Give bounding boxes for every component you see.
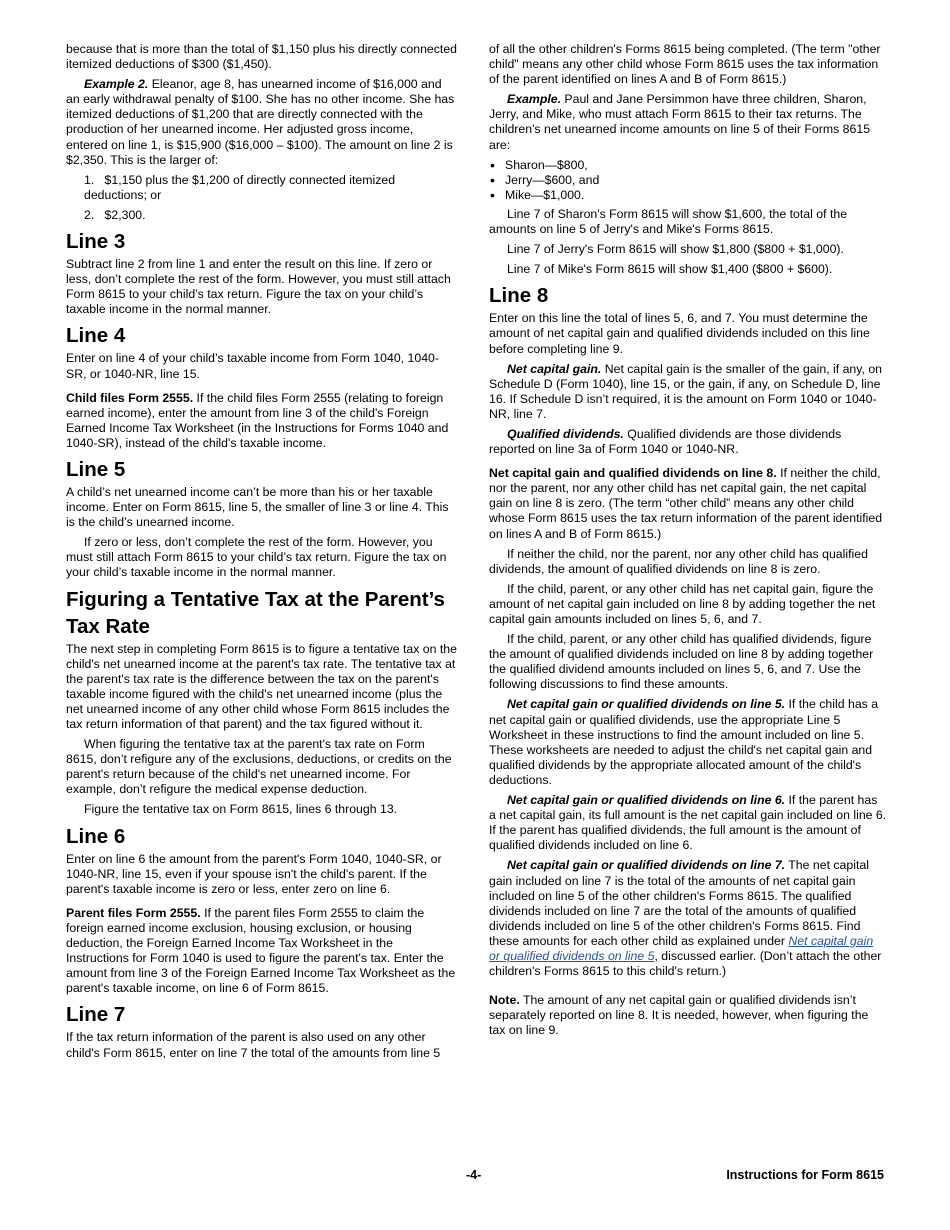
figuring-heading: Figuring a Tentative Tax at the Parent’s Tax Rate — [66, 587, 445, 638]
line5-heading: Line 5 — [66, 457, 126, 481]
example2-text: Eleanor, age 8, has unearned income of $16,000 and an early withdrawal penalty of $100. She has no other income. She has itemized deductions of $1,200 that are directly connected with the production of her unearned income. Her adjusted gross income, entered on line 1, is $15,900 ($16,000 – $100). The amount on line 2 is $2,350. This is the larger of: — [66, 77, 455, 167]
net-capital-gain-text: Net capital gain is the smaller of the gain, if any, on Schedule D (Form 1040), line 15, or the gain, if any, on Schedule D, line 16. If Schedule D isn’t required, it is the amount on Form 1040 or 1040-NR, line 7. — [489, 361, 883, 421]
list-item-1-text: $1,150 plus the $1,200 of directly connected itemized deductions; or — [84, 172, 396, 202]
list-item: • Jerry—$600, and — [489, 173, 887, 188]
qualified-dividends-label: Qualified dividends. — [507, 426, 624, 441]
line7-ncg-qd-text-end: , discussed earlier. (Don’t attach the other children's Forms 8615 to this child's return.) — [489, 948, 882, 979]
left-column — [66, 42, 458, 1066]
line7-ncg-qd-label: Net capital gain or qualified dividends on line 7. — [507, 858, 786, 873]
figuring-text-1: The next step in completing Form 8615 is to figure a tentative tax on the child's net unearned income at the parent's tax rate. The tentative tax at the parent's tax rate is the difference between the tax on the parent's taxable income figured with the child's net unearned income (plus the net unearned income of any other child whose Form 8615 includes the tax return information of that parent) and the tax figured without it. — [66, 641, 457, 731]
line7-text: If the tax return information of the parent is also used on any other child's Form 8615, enter on line 7 the total of the amounts from line 5 — [66, 1030, 441, 1060]
line6-ncg-qd-text: If the parent has a net capital gain, its full amount is the net capital gain included on line 6. If the parent has qualified dividends, the full amount is the amount of qualified dividends included on line 6. — [489, 793, 887, 853]
footer-title: Instructions for Form 8615 — [726, 1168, 884, 1182]
jerry-paragraph: Line 7 of Jerry's Form 8615 will show $1,800 ($800 + $1,000). — [507, 242, 844, 257]
example-text: Paul and Jane Persimmon have three children, Sharon, Jerry, and Mike, who must attach Form 8615 to their tax returns. The children's net unearned income amounts on line 5 of their Forms 8615 are: — [489, 92, 871, 152]
line8-text: Enter on this line the total of lines 5, 6, and 7. You must determine the amount of net capital gain and qualified dividends included on this line before completing line 9. — [489, 311, 870, 356]
example2-label: Example 2. — [84, 77, 149, 92]
figuring-text-2: When figuring the tentative tax at the parent's tax rate on Form 8615, don’t refigure any of the exclusions, deductions, or credits on the parent's return because of the child's net unearned income. For example, don’t refigure the medical expense deduction. — [66, 737, 452, 797]
note-label: Note. — [489, 993, 520, 1008]
line5-text-2: If zero or less, don’t complete the rest of the form. However, you must still attach Form 8615 to your child’s tax return. Figure the tax on your child’s taxable income in the normal manner. — [66, 535, 447, 580]
other-child-paragraph: of all the other children's Forms 8615 being completed. (The term "other child" means any other child whose Form 8615 uses the tax information of the parent identified on lines A and B of Form 8615.) — [489, 42, 881, 87]
line7-heading: Line 7 — [66, 1003, 126, 1027]
line8-ncg-qd-paragraph — [489, 466, 887, 541]
line8-ncg-qd-label: Net capital gain and qualified dividends on line 8. — [489, 466, 777, 481]
list-item-2 — [66, 208, 458, 223]
example2-paragraph — [66, 77, 458, 168]
note-paragraph — [489, 993, 887, 1038]
line3-heading: Line 3 — [66, 230, 126, 254]
if-net-capital-gain-paragraph: If the child, parent, or any other child has net capital gain, figure the amount of net capital gain included on line 8 by adding together the net capital gain amounts included on lines 5, 6, and 7. — [489, 581, 876, 626]
line8-ncg-qd-text: If neither the child, nor the parent, nor any other child has net capital gain, the net capital gain on line 8 is zero. (The term “other child” means any other child whose Form 8615 uses the tax return information of the parent identified on lines A and B of Form 8615.) — [489, 466, 883, 541]
figuring-text-3: Figure the tentative tax on Form 8615, lines 6 through 13. — [84, 802, 398, 817]
list-item-1 — [66, 173, 458, 203]
line5-ncg-qd-text: If the child has a net capital gain or qualified dividends, use the appropriate Line 5 Worksheet in these instructions to find the amount included on line 5. These worksheets are needed to adjust the child's net capital gain and qualified dividends by the appropriate allocated amount of the child's deductions. — [489, 697, 879, 787]
parent-2555-label: Parent files Form 2555. — [66, 905, 201, 920]
line6-text: Enter on line 6 the amount from the parent's Form 1040, 1040-SR, or 1040-NR, line 15, even if your spouse isn't the child's parent. If the parent's taxable income is zero or less, enter zero on line 6. — [66, 851, 442, 896]
example-label: Example. — [507, 92, 561, 107]
intro-paragraph: because that is more than the total of $1,150 plus his directly connected itemized deductions of $300 ($1,450). — [66, 42, 458, 72]
qualified-dividends-paragraph — [489, 427, 887, 457]
child-2555-paragraph — [66, 391, 458, 451]
net-capital-gain-paragraph — [489, 362, 887, 422]
parent-2555-paragraph — [66, 906, 458, 997]
list-item-2-number: 2. — [84, 207, 95, 222]
line5-discussion-link[interactable]: Net capital gain or qualified dividends on line 5 — [489, 933, 874, 963]
right-column — [489, 42, 887, 1043]
list-item: • Mike—$1,000. — [489, 188, 887, 203]
line4-text: Enter on line 4 of your child’s taxable income from Form 1040, 1040-SR, or 1040-NR, line 15. — [66, 351, 439, 381]
note-text: The amount of any net capital gain or qualified dividends isn’t separately reported on line 8. It is needed, however, when figuring the tax on line 9. — [489, 993, 869, 1038]
sharon-paragraph: Line 7 of Sharon's Form 8615 will show $1,600, the total of the amounts on line 5 of Jerry's and Mike's Forms 8615. — [489, 206, 848, 237]
line7-ncg-qd-paragraph — [489, 858, 887, 979]
line6-ncg-qd-paragraph — [489, 793, 887, 853]
list-item-1-number: 1. — [84, 172, 95, 187]
line3-text: Subtract line 2 from line 1 and enter the result on this line. If zero or less, don’t complete the rest of the form. However, you must still attach Form 8615 to your child’s tax return. Figure the tax on your child’s taxable income in the normal manner. — [66, 257, 451, 317]
child-2555-label: Child files Form 2555. — [66, 390, 194, 405]
line5-ncg-qd-paragraph — [489, 697, 887, 788]
qualified-dividends-text: Qualified dividends are those dividends reported on line 3a of Form 1040 or 1040-NR. — [489, 426, 842, 457]
list-item-2-text: $2,300. — [104, 207, 146, 222]
page-number: -4- — [466, 1168, 482, 1182]
line5-text-1: A child’s net unearned income can’t be more than his or her taxable income. Enter on Form 8615, line 5, the smaller of line 3 or line 4. This is the child’s unearned income. — [66, 484, 449, 530]
line8-heading: Line 8 — [489, 284, 549, 308]
line7-ncg-qd-text: The net capital gain included on line 7 is the total of the amounts of net capital gain included on line 5 of the other children's Forms 8615. The qualified dividends included on line 7 are the total of the amounts of qualified dividends included on line 5 of the other children's Forms 8615. Find these amounts for each other child as explained under — [489, 858, 869, 948]
line4-heading: Line 4 — [66, 324, 126, 348]
line6-ncg-qd-label: Net capital gain or qualified dividends on line 6. — [507, 793, 786, 808]
parent-2555-text: If the parent files Form 2555 to claim the foreign earned income exclusion, housing exclusion, or housing deduction, the Foreign Earned Income Tax Worksheet in the Instructions for Form 1040 is used to figure the parent's tax. Enter the amount from line 3 of the Foreign Earned Income Tax Worksheet as the parent's taxable income, on line 6 of Form 8615. — [66, 905, 456, 996]
line5-ncg-qd-label: Net capital gain or qualified dividends on line 5. — [507, 697, 786, 712]
if-qualified-dividends-paragraph: If the child, parent, or any other child has qualified dividends, figure the amount of qualified dividends included on line 8 by adding together the qualified dividend amounts included on lines 5, 6, and 7. Use the following discussions to find these amounts. — [489, 632, 874, 692]
list-item: • Sharon—$800, — [489, 158, 887, 173]
line6-heading: Line 6 — [66, 824, 126, 848]
child-2555-text: If the child files Form 2555 (relating to foreign earned income), enter the amount from line 3 of the child's Foreign Earned Income Tax Worksheet (in the Instructions for Forms 1040 and 1040-SR), instead of the child's taxable income. — [66, 390, 449, 450]
mike-paragraph: Line 7 of Mike's Form 8615 will show $1,400 ($800 + $600). — [507, 262, 833, 277]
net-capital-gain-label: Net capital gain. — [507, 361, 602, 376]
example-paragraph — [489, 92, 887, 152]
neither-paragraph: If neither the child, nor the parent, nor any other child has qualified dividends, the amount of qualified dividends on line 8 is zero. — [489, 546, 868, 576]
children-bullet-list — [489, 158, 887, 203]
